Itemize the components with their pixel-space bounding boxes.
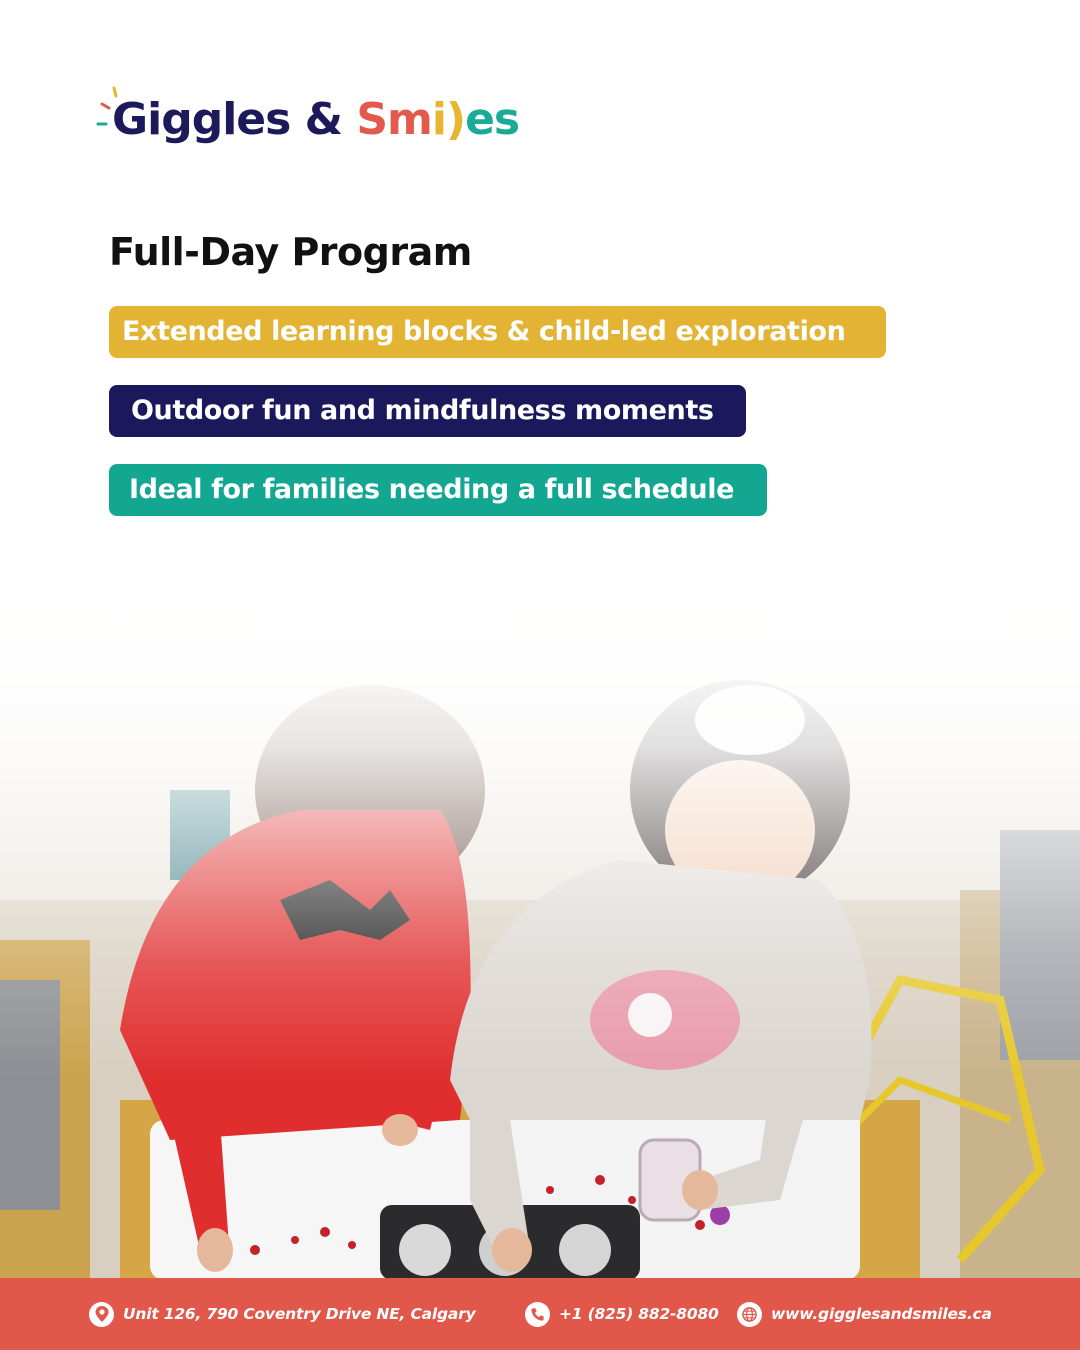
footer-address[interactable] (89, 1278, 476, 1350)
feature-pill-schedule (109, 464, 767, 516)
feature-pill-label: Ideal for families needing a full schedule (129, 474, 735, 505)
location-pin-icon (89, 1302, 114, 1327)
feature-pill-label: Extended learning blocks & child-led exploration (122, 316, 846, 347)
logo-smile-mark: ) (445, 94, 466, 145)
hero-photo (0, 560, 1080, 1280)
page-title: Full-Day Program (109, 230, 472, 274)
footer-phone[interactable] (525, 1278, 719, 1350)
globe-icon (737, 1302, 762, 1327)
logo-letter-i: i (431, 94, 446, 145)
website-text: www.gigglesandsmiles.ca (771, 1305, 992, 1323)
phone-icon (525, 1302, 550, 1327)
feature-pill-label: Outdoor fun and mindfulness moments (131, 395, 714, 426)
contact-footer (0, 1278, 1080, 1350)
logo-wordmark (112, 94, 519, 145)
feature-pill-outdoor (109, 385, 746, 437)
logo-word-sm: Sm (356, 94, 432, 145)
logo-ampersand: & (290, 94, 357, 145)
footer-website[interactable] (737, 1278, 992, 1350)
feature-pill-learning (109, 306, 886, 358)
logo-word-es: es (465, 94, 520, 145)
phone-text: +1 (825) 882-8080 (559, 1305, 719, 1323)
brand-logo (96, 84, 520, 174)
address-text: Unit 126, 790 Coventry Drive NE, Calgary (123, 1305, 476, 1323)
logo-word-giggles: Giggles (112, 94, 291, 145)
